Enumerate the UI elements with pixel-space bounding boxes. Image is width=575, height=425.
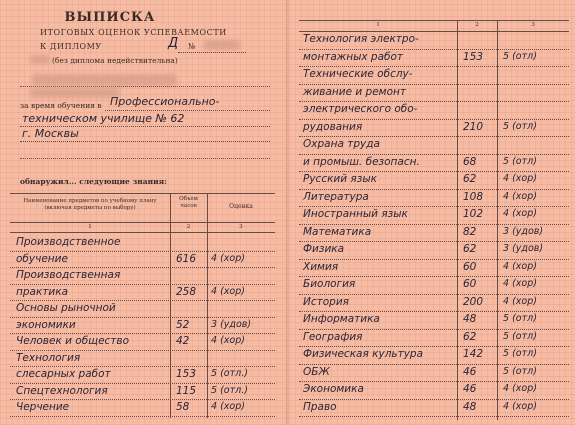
subject-hours: 46 [463, 365, 477, 378]
subject-grade: 5 (отл) [503, 155, 537, 167]
subject-name: Человек и общество [16, 335, 130, 347]
subject-hours: 153 [463, 50, 484, 63]
subject-name: экономики [16, 318, 76, 331]
row-rule [10, 416, 275, 417]
row-rule [10, 317, 275, 318]
subject-hours: 42 [176, 335, 190, 347]
row-rule [299, 346, 569, 347]
subject-hours: 142 [463, 348, 484, 360]
subject-grade: 4 (хор) [211, 252, 245, 264]
subject-hours: 52 [176, 318, 190, 331]
table-col-divider-1 [170, 193, 171, 418]
right-header-num-1: 1 [376, 22, 380, 28]
subject-name: Технология [16, 351, 81, 364]
subject-name: История [303, 295, 349, 308]
subject-grade: 4 (хор) [503, 278, 537, 289]
subject-name: Экономика [303, 383, 364, 395]
header-num-2: 2 [186, 224, 191, 230]
subject-name: слесарных работ [16, 368, 111, 380]
subject-name: монтажных работ [303, 50, 404, 63]
table-col-divider-2 [207, 193, 208, 418]
study-line-1: Профессионально- [110, 95, 220, 108]
subject-name: и промыш. безопасн. [303, 155, 420, 168]
row-rule [10, 383, 275, 384]
subject-grade: 3 (удов) [503, 243, 544, 254]
subject-grade: 4 (хор) [503, 173, 537, 184]
row-rule [299, 136, 569, 137]
subject-grade: 4 (хор) [503, 208, 537, 219]
subject-hours: 616 [176, 252, 197, 265]
subject-hours: 258 [176, 285, 197, 298]
subject-hours: 68 [463, 155, 477, 168]
table-number-rule [10, 232, 275, 233]
subject-grade: 5 (отл) [503, 365, 537, 377]
row-rule [299, 154, 569, 155]
subject-hours: 200 [463, 295, 484, 308]
subject-name: Охрана труда [303, 138, 380, 150]
subject-name: Физика [303, 243, 345, 255]
row-rule [10, 251, 275, 252]
study-line-2: техническом училище № 62 [22, 112, 185, 125]
subject-grade: 5 (отл) [503, 120, 537, 132]
row-rule [299, 224, 569, 225]
subject-name: обучение [16, 252, 68, 265]
right-header-num-2: 2 [475, 22, 479, 28]
subject-name: Спецтехнология [16, 384, 108, 397]
row-rule [299, 119, 569, 120]
subject-name: Иностранный язык [303, 208, 408, 220]
subject-grade: 5 (отл.) [211, 368, 248, 379]
study-line-3: г. Москвы [22, 127, 79, 140]
subject-hours: 48 [463, 313, 477, 325]
subject-grade: 4 (хор) [503, 295, 537, 307]
row-rule [10, 350, 275, 351]
row-rule [10, 300, 275, 301]
subject-name: ОБЖ [303, 365, 330, 378]
row-rule [299, 294, 569, 295]
subject-name: живание и ремонт [303, 85, 407, 98]
subject-grade: 4 (хор) [503, 400, 537, 412]
subject-hours: 102 [463, 208, 484, 220]
redacted-name-1 [32, 74, 177, 86]
number-label: № [188, 42, 196, 51]
subject-hours: 48 [463, 400, 477, 413]
subject-name: практика [16, 285, 69, 298]
validity-note: (без диплома недействительна) [52, 56, 178, 65]
row-rule [299, 189, 569, 190]
subject-hours: 210 [463, 120, 484, 133]
right-col-divider-1 [457, 20, 458, 420]
subject-grade: 4 (хор) [211, 335, 245, 346]
subject-grade: 5 (отл.) [211, 384, 248, 396]
subject-grade: 5 (отл) [503, 313, 537, 324]
redacted-number [204, 40, 240, 50]
subject-name: Производственная [16, 269, 121, 281]
redacted-name-2 [30, 88, 120, 98]
table-top-rule [10, 193, 275, 194]
study-label: за время обучения в [20, 101, 102, 110]
document-subtitle-2: К ДИПЛОМУ [40, 42, 102, 51]
subject-name: рудования [303, 120, 363, 133]
right-table-header-rule [299, 31, 569, 32]
row-rule [299, 364, 569, 365]
row-rule [299, 171, 569, 172]
row-rule [10, 333, 275, 334]
subject-name: Русский язык [303, 173, 377, 185]
subject-grade: 4 (хор) [503, 260, 537, 272]
subject-hours: 62 [463, 243, 477, 255]
subject-hours: 153 [176, 368, 197, 380]
subject-grade: 4 (хор) [211, 401, 245, 412]
header-hours: Объем часов [179, 196, 198, 209]
subject-name: Технические обслу- [303, 68, 413, 80]
row-rule [299, 329, 569, 330]
subject-hours: 82 [463, 225, 477, 238]
row-rule [10, 267, 275, 268]
subject-hours: 60 [463, 260, 477, 273]
row-rule [299, 381, 569, 382]
subject-grade: 5 (отл) [503, 330, 537, 342]
document-title: ВЫПИСКА [64, 10, 156, 25]
subject-name: Химия [303, 260, 339, 273]
subject-grade: 5 (отл) [503, 50, 537, 62]
row-rule [299, 399, 569, 400]
left-page [0, 0, 287, 425]
header-num-3: 3 [239, 224, 243, 230]
header-grade: Оценка [229, 203, 253, 210]
row-rule [299, 49, 569, 50]
row-rule [299, 311, 569, 312]
study-line-rule-4 [20, 158, 270, 159]
number-line [178, 52, 246, 53]
subject-hours: 58 [176, 401, 190, 413]
redacted-mark [30, 55, 50, 64]
subject-name: Черчение [16, 401, 70, 413]
right-header-num-3: 3 [531, 22, 535, 28]
row-rule [10, 399, 275, 400]
subject-grade: 4 (хор) [211, 285, 245, 297]
subject-name: Производственное [16, 236, 121, 248]
subject-name: География [303, 330, 363, 343]
subject-hours: 62 [463, 330, 477, 343]
subject-grade: 3 (удов) [503, 225, 544, 237]
right-page [289, 0, 575, 425]
subject-grade: 3 (удов) [211, 318, 252, 330]
found-label: обнаружил... следующие знания: [20, 177, 167, 186]
document-subtitle: ИТОГОВЫХ ОЦЕНОК УСПЕВАЕМОСТИ [40, 28, 227, 37]
header-subjects: Наименование предметов по учебному плану (включая предметы по выбору) [23, 198, 157, 211]
subject-grade: 5 (отл) [503, 348, 537, 359]
subject-name: Математика [303, 225, 372, 238]
subject-name: Физическая культура [303, 348, 424, 360]
row-rule [299, 416, 569, 417]
diploma-series: Д [168, 36, 179, 51]
row-rule [299, 259, 569, 260]
subject-hours: 115 [176, 384, 197, 397]
subject-name: Информатика [303, 313, 380, 325]
subject-name: Биология [303, 278, 356, 290]
row-rule [299, 66, 569, 67]
subject-name: Литература [303, 190, 369, 203]
subject-name: Основы рыночной [16, 302, 116, 314]
study-line-rule-3 [20, 141, 270, 142]
subject-name: Технология электро- [303, 33, 419, 45]
subject-hours: 108 [463, 190, 484, 203]
subject-name: электрического обо- [303, 103, 418, 115]
subject-grade: 4 (хор) [503, 190, 537, 202]
study-line-rule-1 [105, 110, 270, 111]
subject-hours: 46 [463, 383, 477, 395]
table-header-rule [10, 222, 275, 223]
row-rule [299, 101, 569, 102]
header-num-1: 1 [88, 224, 92, 230]
subject-name: Право [303, 400, 337, 413]
subject-grade: 4 (хор) [503, 383, 537, 394]
row-rule [299, 276, 569, 277]
right-table-top-rule [299, 20, 569, 21]
subject-hours: 60 [463, 278, 477, 290]
row-rule [299, 241, 569, 242]
row-rule [10, 284, 275, 285]
row-rule [10, 366, 275, 367]
right-col-divider-2 [497, 20, 498, 420]
row-rule [299, 84, 569, 85]
name-line-1 [20, 86, 270, 87]
row-rule [299, 206, 569, 207]
subject-hours: 62 [463, 173, 477, 185]
